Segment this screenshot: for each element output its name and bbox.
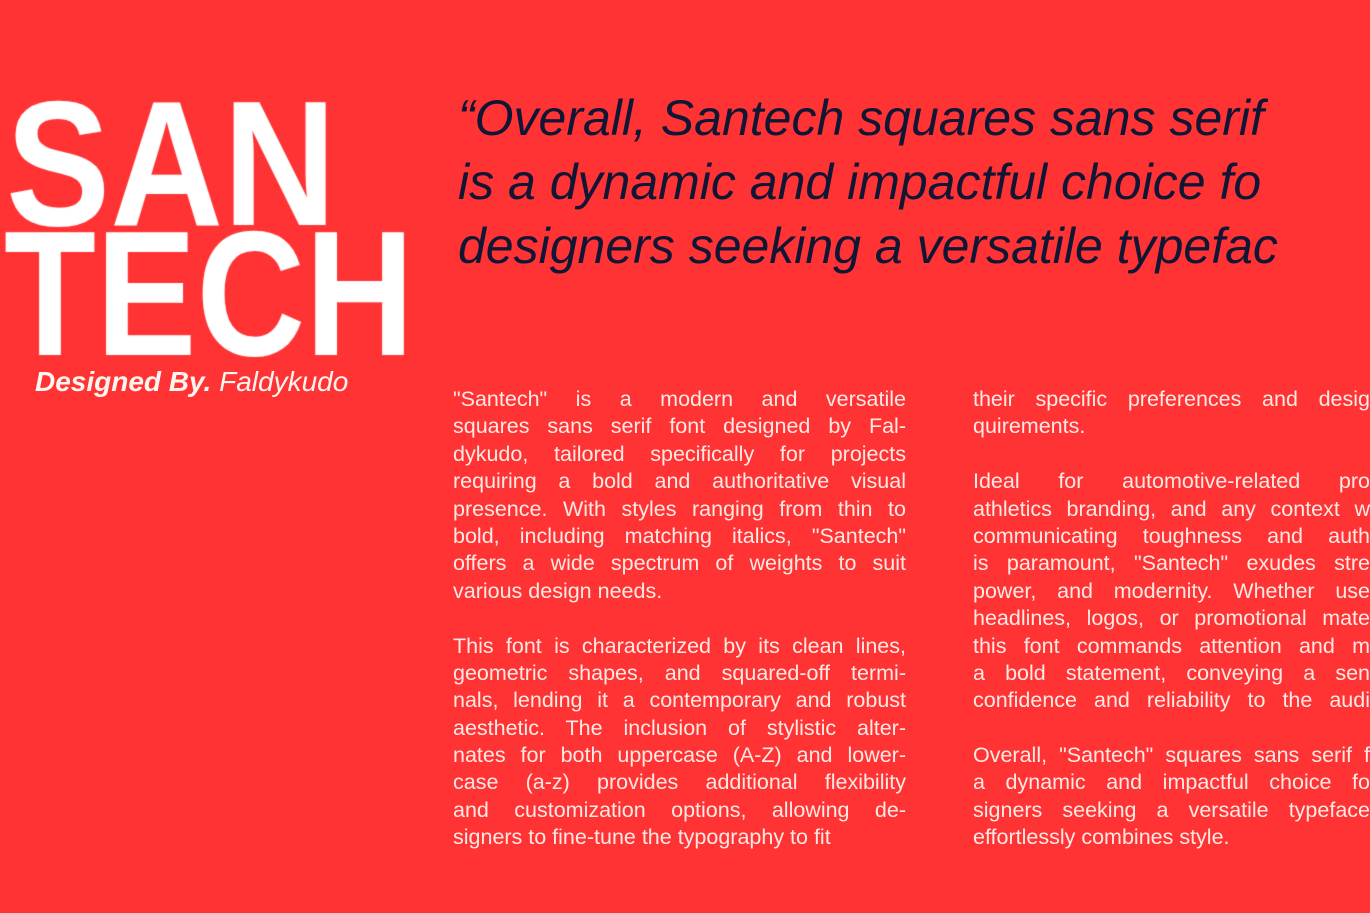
paragraph-line: and customization options, allowing de- bbox=[453, 797, 906, 822]
santech-wordmark-logo bbox=[0, 80, 430, 365]
designer-credit bbox=[35, 366, 348, 398]
paragraph-line: bold, including matching italics, "Santech" bbox=[453, 523, 906, 548]
paragraph-line: quirements. bbox=[973, 414, 1086, 439]
paragraph-line: power, and modernity. Whether use bbox=[973, 578, 1370, 603]
paragraph-line: headlines, logos, or promotional mate bbox=[973, 606, 1370, 631]
designer-name: Faldykudo bbox=[219, 366, 349, 397]
paragraph-line: various design needs. bbox=[453, 578, 663, 603]
paragraph-line: a bold statement, conveying a sen bbox=[973, 660, 1370, 685]
paragraph-line: presence. With styles ranging from thin to bbox=[453, 496, 906, 521]
paragraph-line: communicating toughness and auth bbox=[973, 523, 1370, 548]
description-left-column bbox=[453, 386, 906, 852]
quote-line-1: “Overall, Santech squares sans serif bbox=[458, 90, 1264, 146]
designed-by-label: Designed By. bbox=[35, 366, 212, 397]
paragraph-line: Overall, "Santech" squares sans serif f bbox=[973, 743, 1370, 768]
paragraph-line: Ideal for automotive-related pro bbox=[973, 469, 1370, 494]
quote-line-2: is a dynamic and impactful choice fo bbox=[458, 154, 1262, 210]
paragraph-gap bbox=[973, 715, 1370, 742]
paragraph-line: signers to fine-tune the typography to fit bbox=[453, 825, 831, 850]
paragraph-line: a dynamic and impactful choice fo bbox=[973, 770, 1370, 795]
paragraph-line: This font is characterized by its clean lines, bbox=[453, 633, 906, 658]
paragraph-line: aesthetic. The inclusion of stylistic alter- bbox=[453, 715, 906, 740]
paragraph-line: is paramount, "Santech" exudes stre bbox=[973, 551, 1370, 576]
paragraph-line: this font commands attention and m bbox=[973, 633, 1370, 658]
paragraph-line: case (a-z) provides additional flexibility bbox=[453, 770, 906, 795]
paragraph-gap bbox=[973, 441, 1370, 468]
paragraph-line: squares sans serif font designed by Fal- bbox=[453, 414, 906, 439]
paragraph-line: athletics branding, and any context w bbox=[973, 496, 1370, 521]
paragraph-line: nals, lending it a contemporary and robust bbox=[453, 688, 906, 713]
paragraph-line: effortlessly combines style. bbox=[973, 825, 1230, 850]
paragraph-line: dykudo, tailored specifically for projects bbox=[453, 441, 906, 466]
paragraph-line: nates for both uppercase (A-Z) and lower- bbox=[453, 743, 906, 768]
paragraph-line: requiring a bold and authoritative visual bbox=[453, 469, 906, 494]
paragraph-line: confidence and reliability to the audi bbox=[973, 688, 1370, 713]
description-right-column bbox=[973, 386, 1370, 852]
paragraph-gap bbox=[453, 605, 906, 632]
paragraph-line: "Santech" is a modern and versatile bbox=[453, 387, 906, 411]
quote-line-3: designers seeking a versatile typefac bbox=[458, 218, 1278, 274]
paragraph-line: signers seeking a versatile typeface bbox=[973, 797, 1370, 822]
paragraph-line: their specific preferences and desig bbox=[973, 387, 1370, 411]
paragraph-line: geometric shapes, and squared-off termi- bbox=[453, 660, 906, 685]
paragraph-line: offers a wide spectrum of weights to suit bbox=[453, 551, 906, 576]
